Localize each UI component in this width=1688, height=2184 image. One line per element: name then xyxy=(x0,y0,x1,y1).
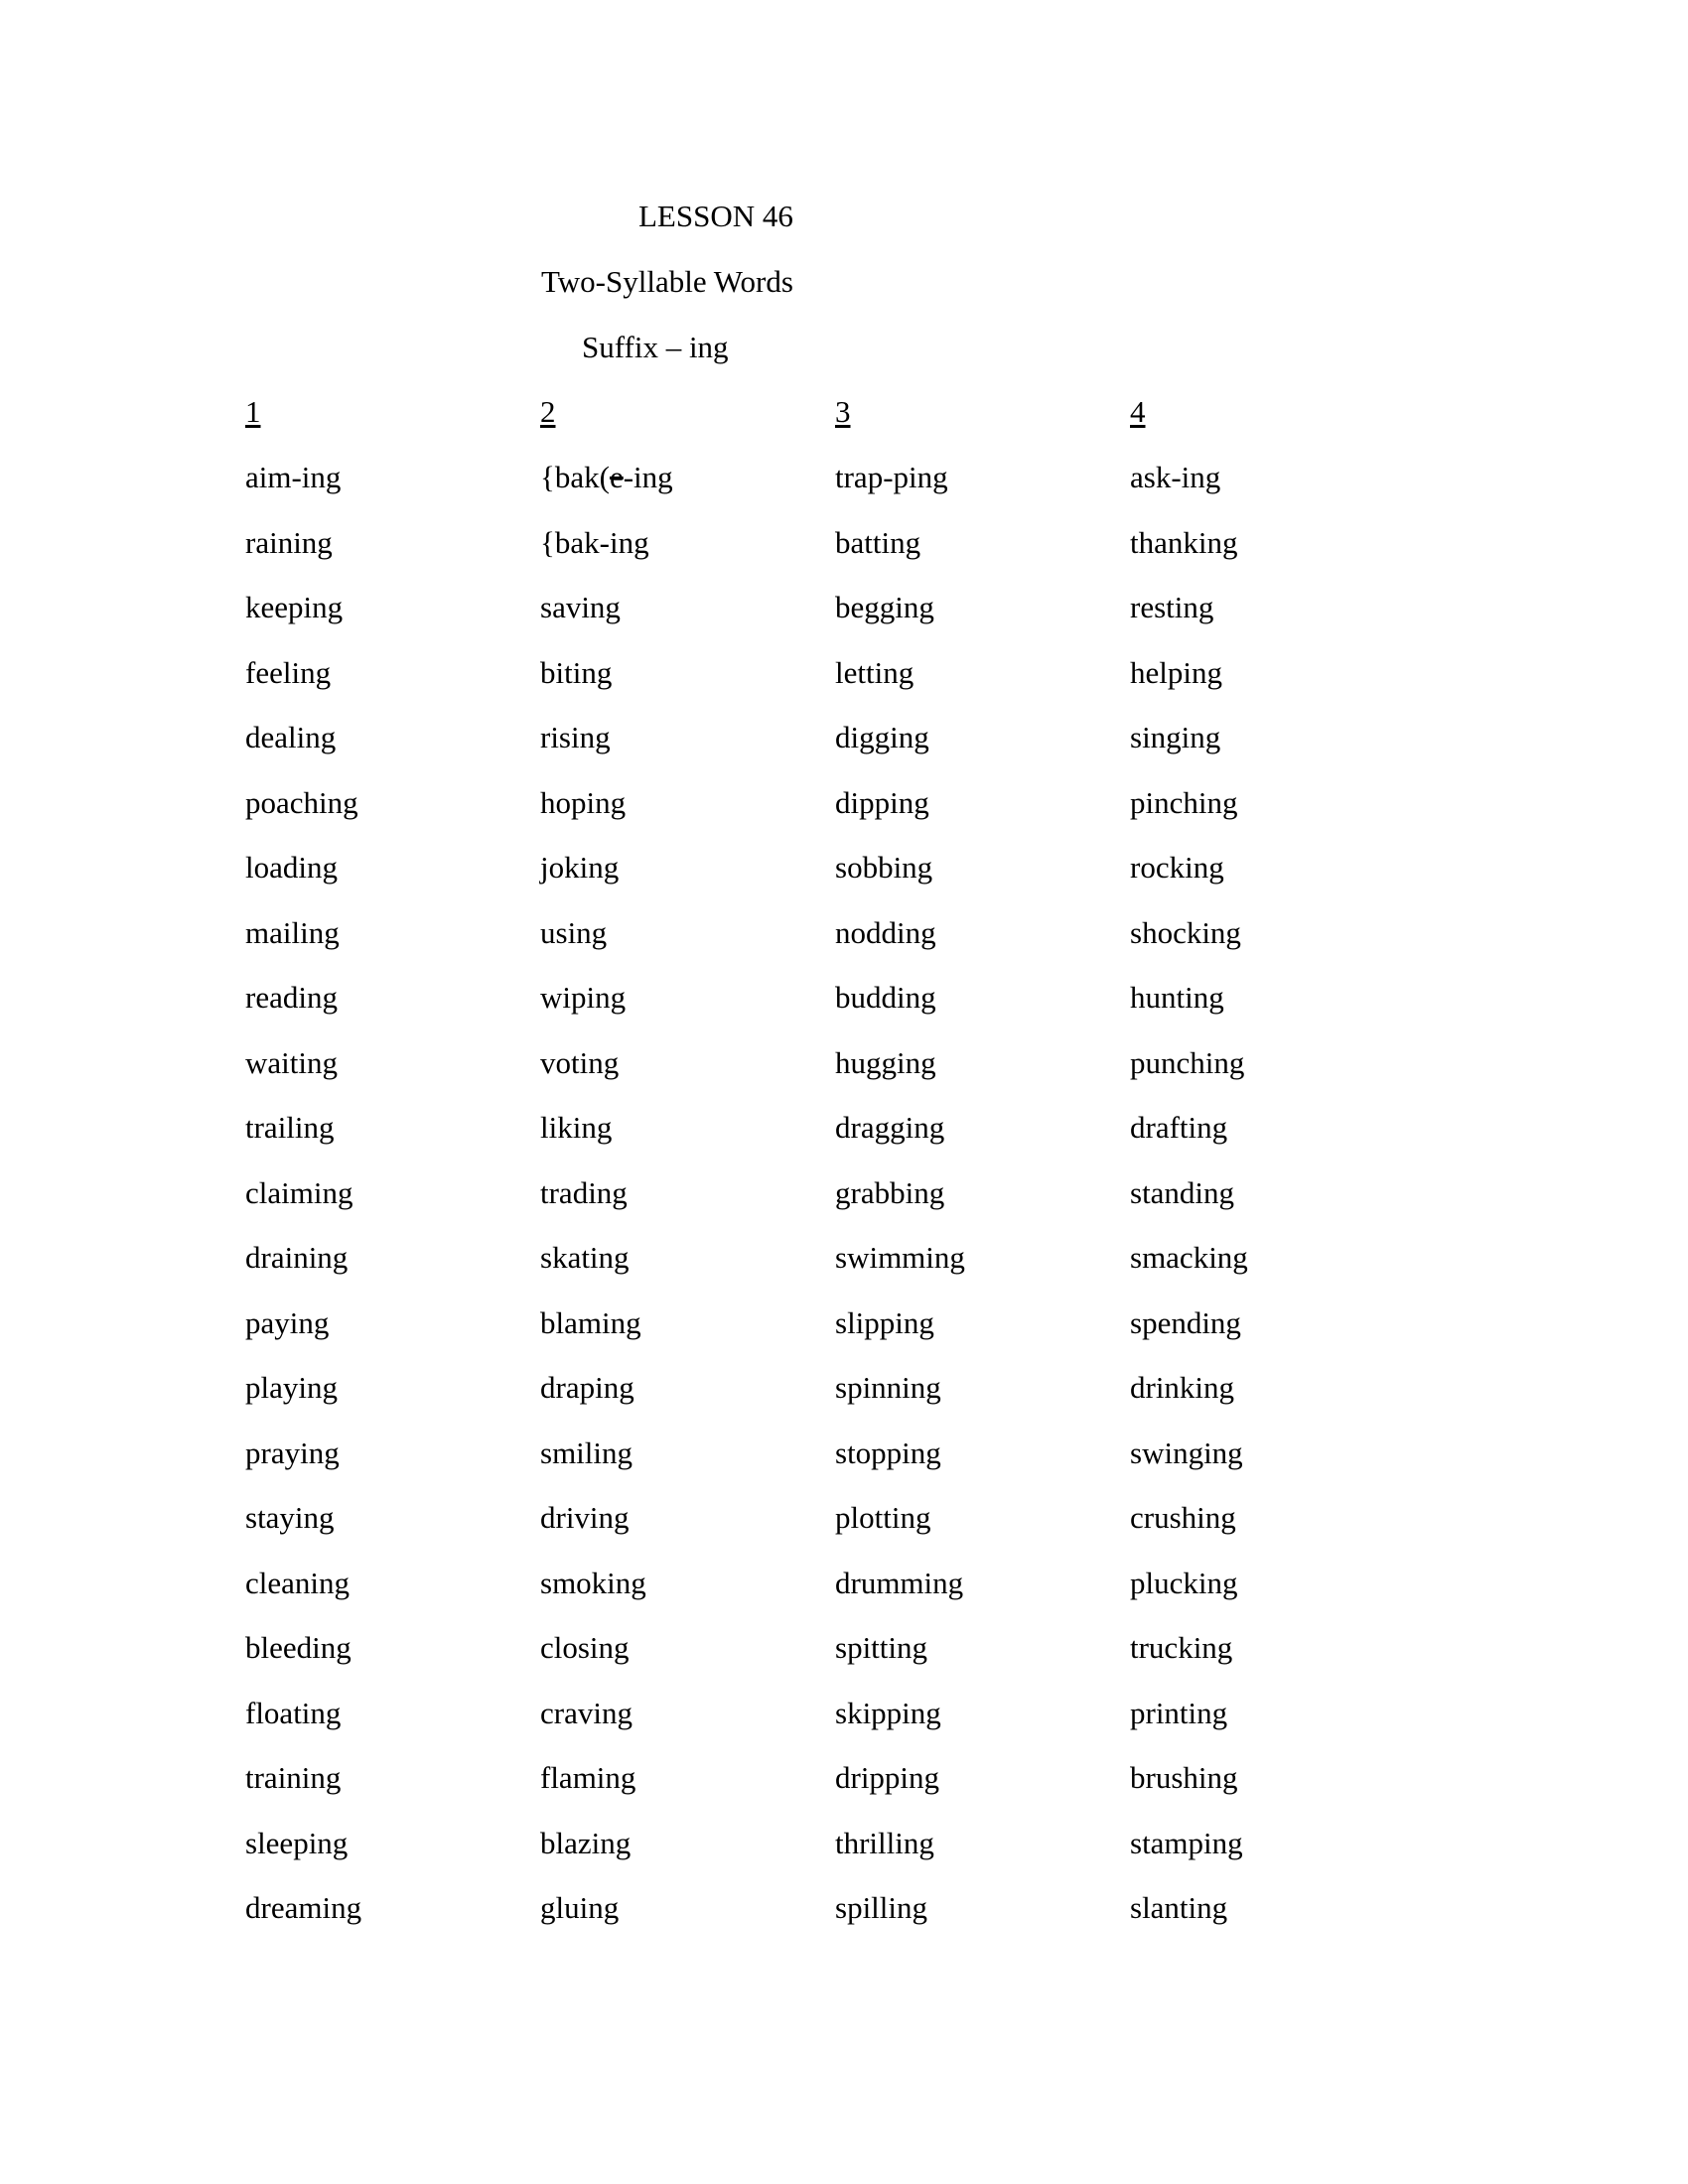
word-item: liking xyxy=(540,1110,613,1145)
word-item: saving xyxy=(540,590,621,624)
word-item: blaming xyxy=(540,1304,641,1340)
word-item: driving xyxy=(540,1500,630,1535)
column-header xyxy=(835,396,1130,462)
word-item: smoking xyxy=(540,1565,646,1600)
word-item: praying xyxy=(245,1434,340,1470)
word-prefix: {bak( xyxy=(540,460,610,494)
word-item: swimming xyxy=(835,1240,965,1275)
word-item: claiming xyxy=(245,1174,353,1210)
word-item: slanting xyxy=(1130,1890,1228,1925)
column-number: 4 xyxy=(1130,394,1146,429)
word-item: mailing xyxy=(245,914,340,950)
word-item: dipping xyxy=(835,784,929,820)
word-item: loading xyxy=(245,850,338,885)
word-item: dreaming xyxy=(245,1890,362,1925)
word-item: dragging xyxy=(835,1110,945,1145)
word-item: keeping xyxy=(245,590,344,624)
word-column-4 xyxy=(1130,396,1425,1958)
word-item: sobbing xyxy=(835,850,933,885)
word-item: slipping xyxy=(835,1304,934,1340)
word-item: spinning xyxy=(835,1370,941,1405)
word-item: budding xyxy=(835,980,936,1015)
word-item: helping xyxy=(1130,654,1222,690)
word-item: hugging xyxy=(835,1044,936,1080)
word-item: thanking xyxy=(1130,524,1238,560)
word-item: poaching xyxy=(245,784,358,820)
word-item: trucking xyxy=(1130,1630,1233,1665)
word-item: drinking xyxy=(1130,1370,1235,1405)
word-item: smiling xyxy=(540,1434,633,1470)
word-item-struck xyxy=(540,462,835,527)
word-item: dealing xyxy=(245,720,337,754)
word-item: spilling xyxy=(835,1890,928,1925)
word-item: begging xyxy=(835,590,934,624)
word-item: playing xyxy=(245,1370,338,1405)
column-header xyxy=(1130,396,1425,462)
word-item: skating xyxy=(540,1240,630,1275)
word-item: draining xyxy=(245,1240,349,1275)
word-item: paying xyxy=(245,1304,330,1340)
word-item: singing xyxy=(1130,720,1221,754)
word-columns xyxy=(245,396,1437,1958)
word-item: batting xyxy=(835,524,921,560)
word-item: raining xyxy=(245,524,333,560)
column-header xyxy=(540,396,835,462)
word-item: plotting xyxy=(835,1500,931,1535)
word-item: rising xyxy=(540,720,611,754)
word-item: voting xyxy=(540,1044,620,1080)
word-item: hoping xyxy=(540,784,627,820)
lesson-subtitle: Two-Syllable Words xyxy=(541,264,793,299)
word-item: waiting xyxy=(245,1044,338,1080)
word-item: using xyxy=(540,914,608,950)
word-item: wiping xyxy=(540,980,627,1015)
word-item: stamping xyxy=(1130,1825,1243,1860)
word-item: brushing xyxy=(1130,1760,1238,1795)
word-item: aim-ing xyxy=(245,460,342,494)
word-item: grabbing xyxy=(835,1174,945,1210)
column-header xyxy=(245,396,540,462)
column-number: 1 xyxy=(245,394,261,429)
word-item: reading xyxy=(245,980,338,1015)
word-item: swinging xyxy=(1130,1434,1243,1470)
word-item: cleaning xyxy=(245,1565,351,1600)
word-item: staying xyxy=(245,1500,335,1535)
word-item: blazing xyxy=(540,1825,632,1860)
word-item: hunting xyxy=(1130,980,1224,1015)
word-item: trap-ping xyxy=(835,460,948,494)
word-item: smacking xyxy=(1130,1240,1248,1275)
word-item: gluing xyxy=(540,1890,620,1925)
word-item: skipping xyxy=(835,1695,941,1730)
word-item: spending xyxy=(1130,1304,1241,1340)
lesson-title: LESSON 46 xyxy=(638,199,793,233)
word-item: draping xyxy=(540,1370,634,1405)
word-item: feeling xyxy=(245,654,332,690)
column-number: 3 xyxy=(835,394,851,429)
word-item: closing xyxy=(540,1630,630,1665)
word-item: digging xyxy=(835,720,929,754)
word-item: bleeding xyxy=(245,1630,352,1665)
word-item: stopping xyxy=(835,1434,941,1470)
word-item: spitting xyxy=(835,1630,928,1665)
word-item: joking xyxy=(540,850,620,885)
word-item: training xyxy=(245,1760,342,1795)
word-item: resting xyxy=(1130,590,1214,624)
word-item: ask-ing xyxy=(1130,460,1221,494)
word-item: thrilling xyxy=(835,1825,934,1860)
word-suffix: -ing xyxy=(623,460,673,494)
word-item: crushing xyxy=(1130,1500,1236,1535)
word-item: rocking xyxy=(1130,850,1224,885)
word-item: sleeping xyxy=(245,1825,349,1860)
word-column-2 xyxy=(540,396,835,1958)
word-item: trading xyxy=(540,1174,628,1210)
word-item: floating xyxy=(245,1695,342,1730)
word-item: printing xyxy=(1130,1695,1228,1730)
word-item: {bak-ing xyxy=(540,524,649,560)
word-item: flaming xyxy=(540,1760,636,1795)
word-column-3 xyxy=(835,396,1130,1958)
word-item: standing xyxy=(1130,1174,1235,1210)
suffix-heading: Suffix – ing xyxy=(582,330,729,364)
word-item: trailing xyxy=(245,1110,335,1145)
struck-letter: e xyxy=(609,460,624,494)
word-item: pinching xyxy=(1130,784,1238,820)
word-item: drumming xyxy=(835,1565,964,1600)
word-item: nodding xyxy=(835,914,936,950)
word-item: craving xyxy=(540,1695,633,1730)
column-number: 2 xyxy=(540,394,556,429)
word-item: shocking xyxy=(1130,914,1241,950)
word-column-1 xyxy=(245,396,540,1958)
word-item: letting xyxy=(835,654,914,690)
word-item: dripping xyxy=(835,1760,940,1795)
word-item: biting xyxy=(540,654,613,690)
word-item: plucking xyxy=(1130,1565,1238,1600)
word-item: punching xyxy=(1130,1044,1245,1080)
word-item: drafting xyxy=(1130,1110,1228,1145)
